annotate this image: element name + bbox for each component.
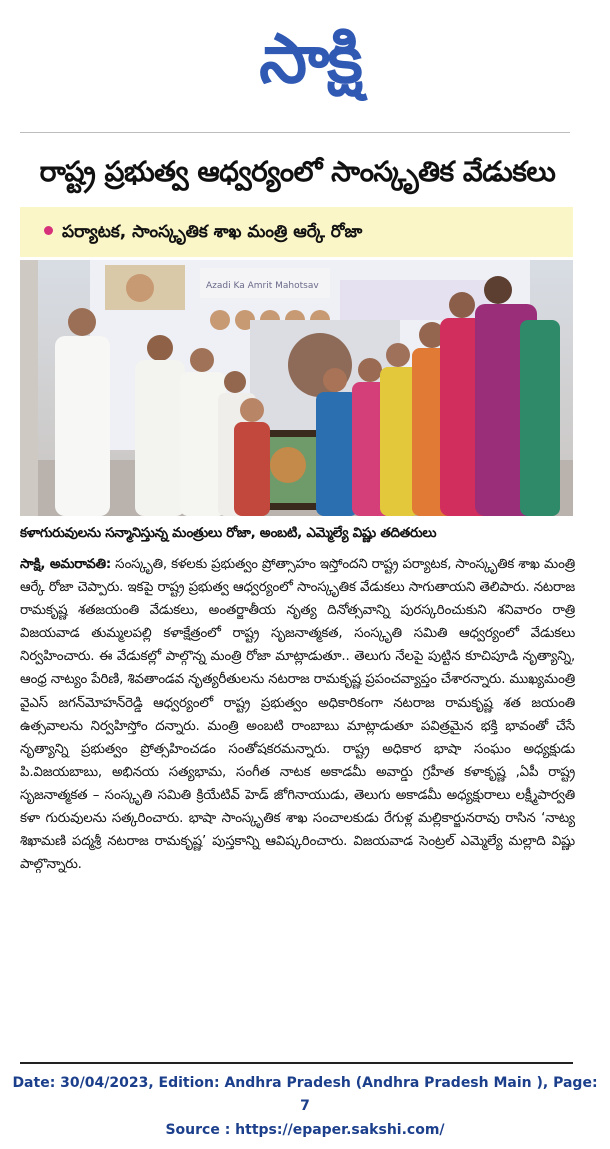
article-photo [20, 260, 573, 516]
edition-info: Date: 30/04/2023, Edition: Andhra Pradesh (Andhra Pradesh Main ), Page: [12, 1075, 598, 1091]
article-end-rule [20, 1062, 573, 1064]
backdrop-banner-text: Azadi Ka Amrit Mahotsav [206, 281, 319, 291]
article-text: సంస్కృతి, కళలకు ప్రభుత్వం ప్రోత్సాహం ఇస్తోందని రాష్ట్ర పర్యాటక, సాంస్కృతిక శాఖ మంత్రి ఆర్కే రోజా చెప్పారు. ఇకపై రాష్ట్ర ప్రభుత్వ ఆధ్వర్యంలో సాంస్కృతిక వేడుకలు సాగుతాయని తెలిపారు. నటరాజ రామకృష్ణ శతజయంతి వేడుకలు, అంతర్జాతీయ నృత్య దినోత్సవాన్ని పురస్కరించుకుని శనివారం రాత్రి విజయవాడ తుమ్మలపల్లి కళాక్షేత్రంలో రాష్ట్ర సృజనాత్మకత, సంస్కృతి సమితి ఆధ్వర్యంలో వేడుకలు నిర్వహించారు. ఈ వేడుకల్లో పాల్గొన్న మంత్రి రోజా మాట్లాడుతూ.. తెలుగు నేలపై పుట్టిన కూచిపూడి నృత్యాన్ని, ఆంధ్ర నాట్యం పేరిణి, శివతాండవ నృత్యరీతులను నటరాజ రామకృష్ణ ప్రపంచవ్యాప్తం చేశారన్నారు. ముఖ్యమంత్రి వైఎస్ జగన్‌మోహన్‌రెడ్డి ఆధ్వర్యంలో రాష్ట్ర ప్రభుత్వం అధికారికంగా నటరాజ రామకృష్ణ శత జయంతి ఉత్సవాలను నిర్వహిస్తోం దన్నారు. మంత్రి అంబటి రాంబాబు మాట్లాడుతూ పవిత్రమైన భక్తి భావంతో చేసే నృత్యాన్ని ప్రభుత్వం ప్రోత్సహించడం సంతోషకరమన్నారు. రాష్ట్ర అధికార భాషా సంఘం అధ్యక్షుడు పి.విజయబాబు, అభినయ సత్యభామ, సంగీత నాటక అకాడమీ అవార్డు గ్రహీత కళాకృష్ణ ,ఏపీ రాష్ట్ర సృజనాత్మకత – సంస్కృతి సమితి క్రియేటివ్ హెడ్ జోగినాయుడు, తెలుగు అకాడమీ అధ్యక్షురాలు లక్ష్మీపార్వతి కళా గురువులను సత్కరించారు. భాషా సాంస్కృతిక శాఖ సంచాలకుడు రేగుళ్ల మల్లికార్జునరావు రాసిన ‘నాట్య శిఖామణి పద్మశ్రీ నటరాజ రామకృష్ణ’ పుస్తకాన్ని ఆవిష్కరించారు. విజయవాడ సెంట్రల్ ఎమ్మెల్యే మల్లాది విష్ణు పాల్గొన్నారు. [20, 557, 575, 873]
bullet-icon [44, 226, 53, 235]
sakshi-logo: సాక్షి [259, 20, 361, 99]
dateline: సాక్షి, అమరావతి: [20, 557, 112, 572]
page-number: 7 [300, 1098, 310, 1114]
subheading-text: పర్యాటక, సాంస్కృతిక శాఖ మంత్రి ఆర్కే రోజా [62, 222, 363, 242]
article-headline: రాష్ట్ర ప్రభుత్వ ఆధ్వర్యంలో సాంస్కృతిక వేడుకలు [39, 155, 556, 188]
source-link[interactable]: Source : https://epaper.sakshi.com/ [165, 1122, 445, 1138]
masthead-divider [20, 132, 570, 133]
felicitation-photo-illustration [20, 260, 573, 516]
subheading-band [20, 207, 573, 257]
masthead [0, 0, 610, 135]
photo-caption: కళాగురువులను సన్మానిస్తున్న మంత్రులు రోజా, అంబటి, ఎమ్మెల్యే విష్ణు తదితరులు [20, 525, 437, 541]
article-body [20, 553, 575, 1048]
